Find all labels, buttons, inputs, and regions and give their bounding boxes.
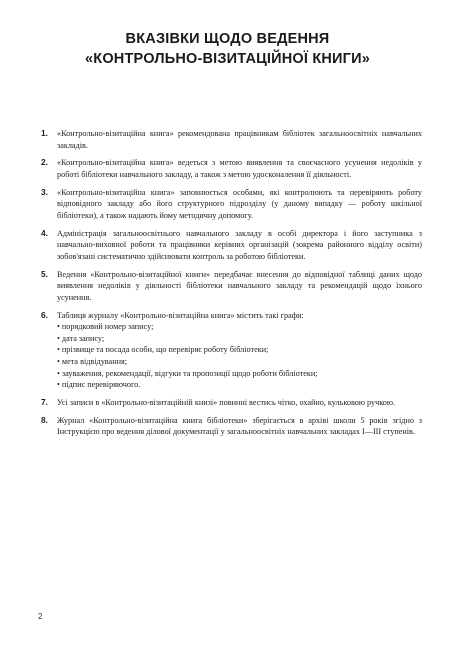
sublist-item: • зауваження, рекомендації, відгуки та пропозиції щодо роботи бібліотеки; [57,368,422,380]
item-text: Журнал «Контрольно-візитаційна книга бібліотеки» зберігається в архіві школи 5 років згідно з Інструкцією про ведення ділової документації у загальноосвітніх навчальних закладах І—ІІІ ступенів. [57,415,422,437]
item-number: 1. [41,128,48,138]
list-item [41,157,422,180]
list-item [41,187,422,222]
sublist-item: • дата запису; [57,333,422,345]
item-text: Адміністрація загальноосвітнього навчального закладу в особі директора і його заступника з навчально-виховної роботи та працівники керівних організацій (зокрема районного відділу освіти) зобов'язані систематично здійснювати контроль за роботою бібліотеки. [57,228,422,261]
item-number: 3. [41,186,48,197]
title-line-2: «КОНТРОЛЬНО-ВІЗИТАЦІЙНОЇ КНИГИ» [85,51,370,67]
list-item [41,397,422,409]
item-number: 2. [41,157,48,168]
item-number: 5. [41,268,48,279]
item-text: Усі записи в «Контрольно-візитаційній книзі» повинні вестись чітко, охайно, кульковою ручкою. [57,398,396,407]
item-number: 4. [41,227,48,238]
list-item [41,310,422,391]
item-text: Таблиця журналу «Контрольно-візитаційна книга» містить такі графи: [57,310,304,320]
instructions-list [41,128,422,444]
list-item [41,228,422,263]
item-text: «Контрольно-візитаційна книга» ведеться з метою виявлення та своєчасного усунення недоліків у роботі бібліотеки навчального закладу, а також з метою удосконалення її діяльності. [57,158,422,179]
item-text: «Контрольно-візитаційна книга» заповнюється особами, які контролюють та перевіряють роботу відповідного закладу або його структурного підрозділу (у даному випадку — роботу шкільної бібліотеки), а також надають йому методичну допомогу. [57,187,422,220]
sublist-item: • підпис перевіряючого. [57,379,422,391]
title-line-1: ВКАЗІВКИ ЩОДО ВЕДЕННЯ [125,31,330,47]
item-text: Ведення «Контрольно-візитаційної книги» передбачає внесення до відповідної таблиці даних щодо виявлення недоліків у діяльності бібліотеки навчального закладу та рекомендацій щодо їхнього усунення. [57,269,422,302]
sublist-item: • порядковий номер запису; [57,321,422,333]
page-number: 2 [38,612,43,621]
list-item [41,269,422,304]
item-number: 7. [41,397,48,407]
columns-sublist [57,321,422,391]
item-number: 8. [41,414,48,425]
item-text: «Контрольно-візитаційна книга» рекомендована працівникам бібліотек загальноосвітніх навчальних закладів. [57,129,422,150]
list-item [41,128,422,151]
item-number: 6. [41,309,48,320]
sublist-item: • мета відвідування; [57,356,422,368]
list-item [41,415,422,438]
sublist-item: • прізвище та посада особи, що перевіряє роботу бібліотеки; [57,344,422,356]
